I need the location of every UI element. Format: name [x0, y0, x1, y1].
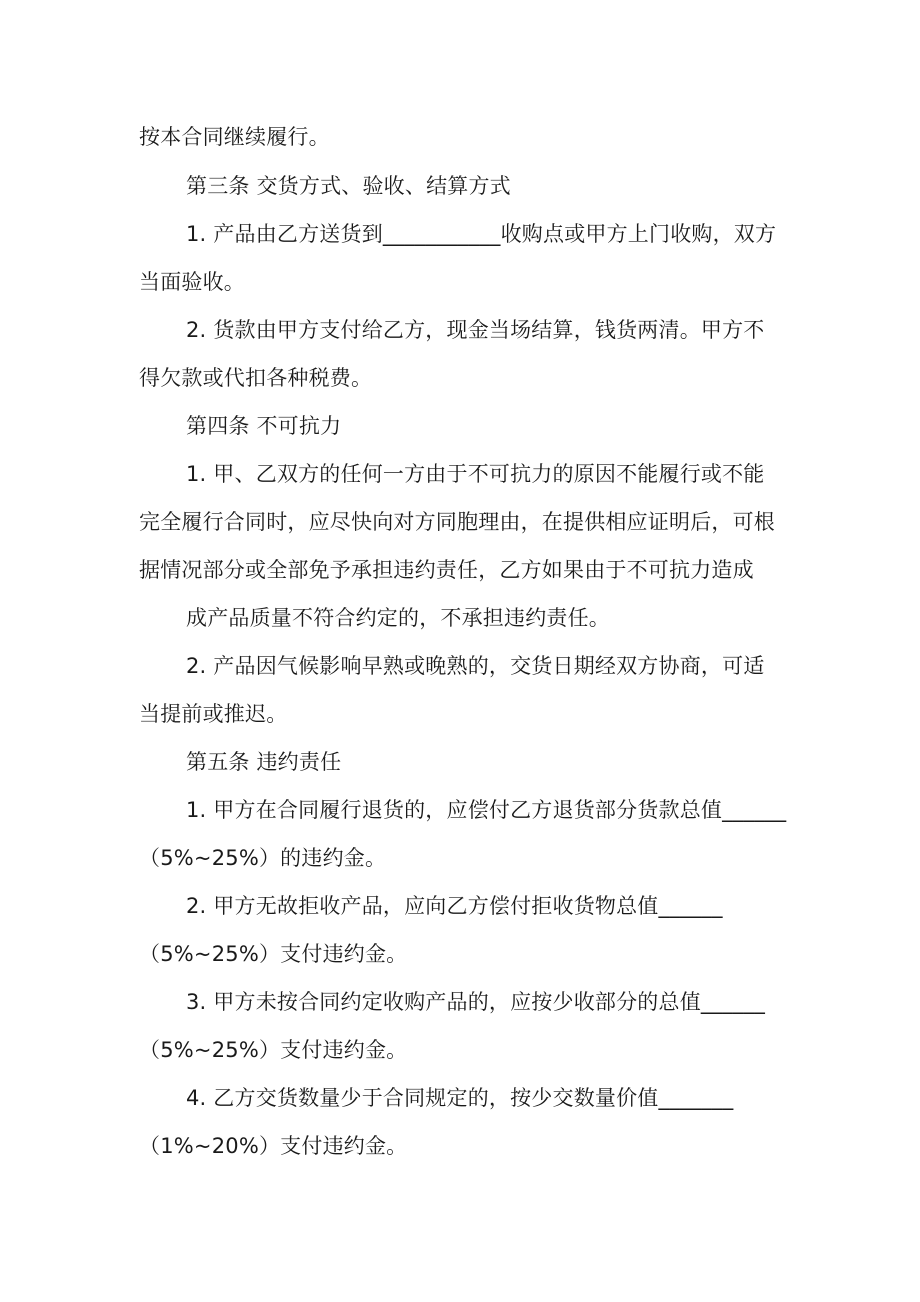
- text-line: 得欠款或代扣各种税费。: [139, 366, 373, 390]
- text-line: 2. 货款由甲方支付给乙方，现金当场结算，钱货两清。甲方不: [186, 318, 765, 342]
- section-heading: 第五条 违约责任: [186, 750, 342, 774]
- text-line: 成产品质量不符合约定的，不承担违约责任。: [186, 606, 610, 630]
- section-heading: 第四条 不可抗力: [186, 414, 342, 438]
- text-line: 2. 产品因气候影响早熟或晚熟的，交货日期经双方协商，可适: [186, 654, 765, 678]
- text-line: 据情况部分或全部免予承担违约责任，乙方如果由于不可抗力造成: [139, 558, 754, 582]
- text-line: 按本合同继续履行。: [139, 125, 330, 149]
- section-heading: 第三条 交货方式、验收、结算方式: [186, 174, 511, 198]
- text-line: 3. 甲方未按合同约定收购产品的，应按少收部分的总值______: [186, 990, 766, 1014]
- text-line: 1. 甲方在合同履行退货的，应偿付乙方退货部分货款总值______: [186, 798, 787, 822]
- text-line: （5%~25%）支付违约金。: [139, 942, 408, 966]
- text-line: 完全履行合同时，应尽快向对方同胞理由，在提供相应证明后，可根: [139, 510, 775, 534]
- text-line: 1. 甲、乙双方的任何一方由于不可抗力的原因不能履行或不能: [186, 462, 765, 486]
- text-line: 1. 产品由乙方送货到___________收购点或甲方上门收购，双方: [186, 222, 777, 246]
- text-line: （5%~25%）的违约金。: [139, 846, 387, 870]
- text-line: 当面验收。: [139, 270, 245, 294]
- text-line: 当提前或推迟。: [139, 702, 288, 726]
- text-line: （5%~25%）支付违约金。: [139, 1038, 408, 1062]
- text-line: 4. 乙方交货数量少于合同规定的，按少交数量价值_______: [186, 1086, 734, 1110]
- text-line: （1%~20%）支付违约金。: [139, 1134, 408, 1158]
- text-line: 2. 甲方无故拒收产品，应向乙方偿付拒收货物总值______: [186, 894, 723, 918]
